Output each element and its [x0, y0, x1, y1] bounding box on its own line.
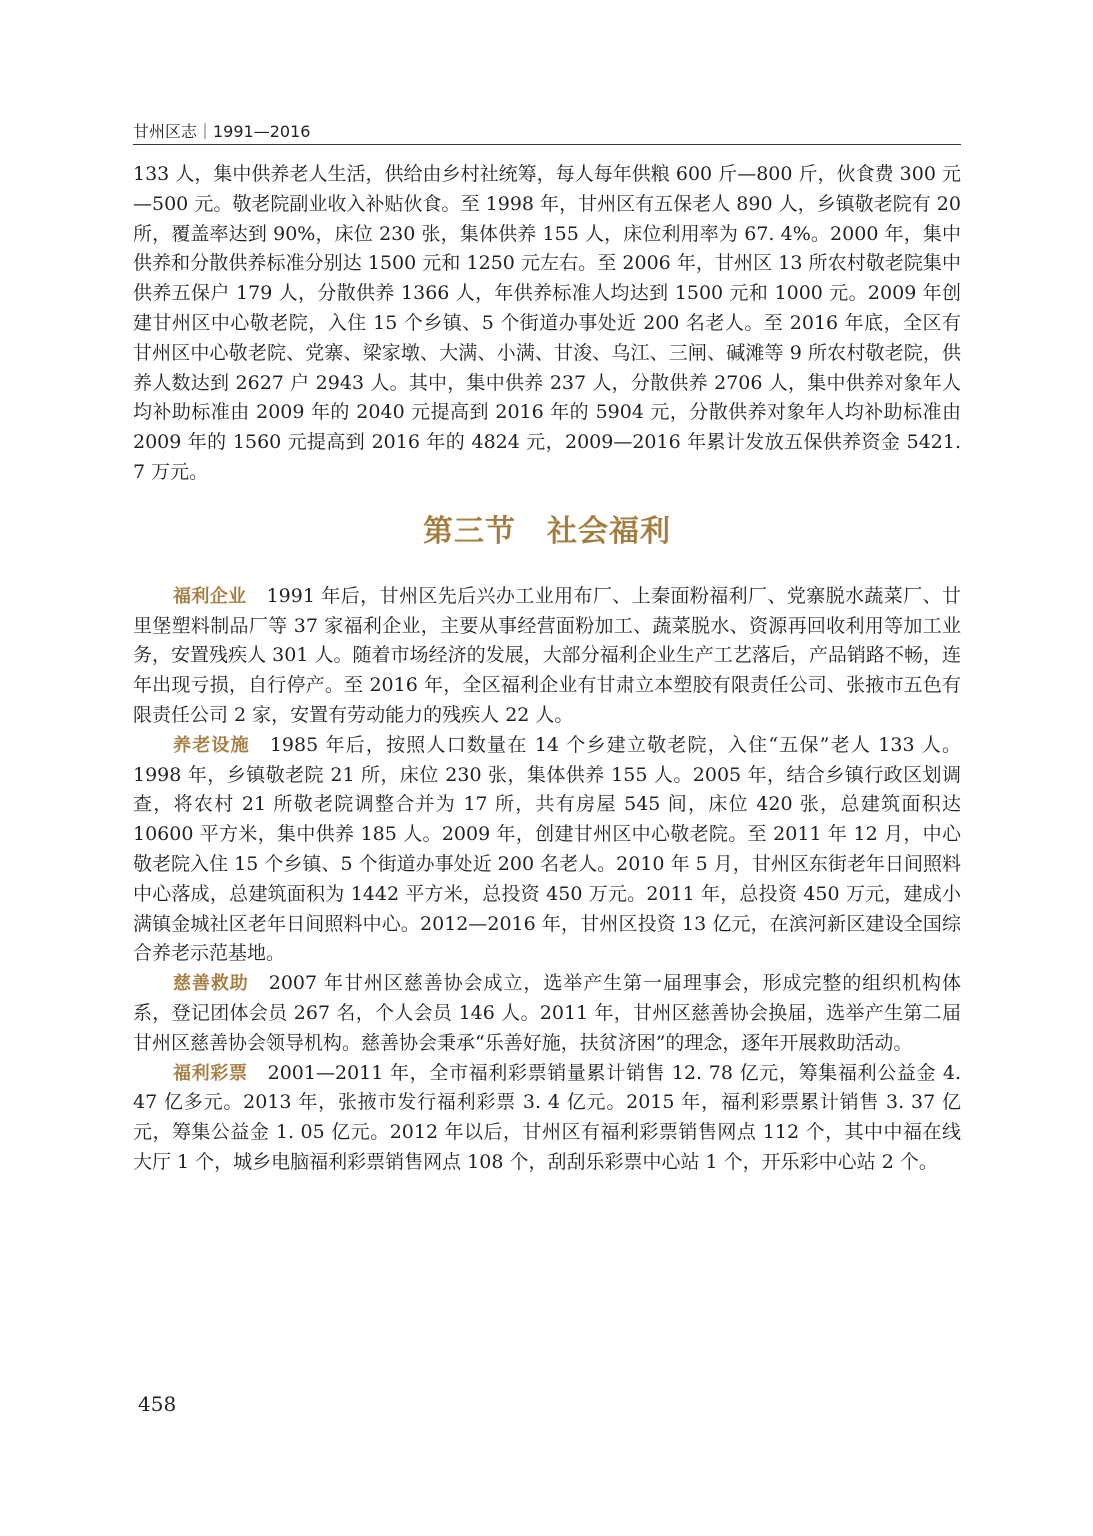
paragraph-welfare-lottery — [133, 1059, 961, 1178]
intro-paragraph: 133 人，集中供养老人生活，供给由乡村社统筹，每人每年供粮 600 斤—800 斤，伙食费 300 元—500 元。敬老院副业收入补贴伙食。至 1998 年，甘州区有五保老人 890 人，乡镇敬老院有 20 所，覆盖率达到 90%，床位 230 张，集体供养 155 人，床位利用率为 67. 4%。2000 年，集中供养和分散供养标准分别达 1500 元和 1250 元左右。至 2006 年，甘州区 13 所农村敬老院集中供养五保户 179 人，分散供养 1366 人，年供养标准人均达到 1500 元和 1000 元。2009 年创建甘州区中心敬老院，入住 15 个乡镇、5 个街道办事处近 200 名老人。至 2016 年底，全区有甘州区中心敬老院、党寨、梁家墩、大满、小满、甘浚、乌江、三闸、碱滩等 9 所农村敬老院，供养人数达到 2627 户 2943 人。其中，集中供养 237 人，分散供养 2706 人，集中供养对象年人均补助标准由 2009 年的 2040 元提高到 2016 年的 5904 元，分散供养对象年人均补助标准由 2009 年的 1560 元提高到 2016 年的 4824 元，2009—2016 年累计发放五保供养资金 5421. 7 万元。 — [133, 163, 961, 483]
paragraph-text: 1991 年后，甘州区先后兴办工业用布厂、上秦面粉福利厂、党寨脱水蔬菜厂、廿里堡塑料制品厂等 37 家福利企业，主要从事经营面粉加工、蔬菜脱水、资源再回收利用等加工业务，安置残疾人 301 人。随着市场经济的发展，大部分福利企业生产工艺落后，产品销路不畅，连年出现亏损，自行停产。至 2016 年，全区福利企业有甘肃立本塑胶有限责任公司、张掖市五色有限责任公司 2 家，安置有劳动能力的残疾人 22 人。 — [133, 584, 961, 726]
running-head: 甘州区志｜1991—2016 — [133, 122, 311, 141]
paragraph-lead: 福利企业 — [173, 585, 247, 607]
paragraph-text: 1985 年后，按照人口数量在 14 个乡建立敬老院，入住“五保”老人 133 人。1998 年，乡镇敬老院 21 所，床位 230 张，集体供养 155 人。2005 年，结合乡镇行政区划调查，将农村 21 所敬老院调整合并为 17 所，共有房屋 545 间，床位 420 张，总建筑面积达 10600 平方米，集中供养 185 人。2009 年，创建甘州区中心敬老院。至 2011 年 12 月，中心敬老院入住 15 个乡镇、5 个街道办事处近 200 名老人。2010 年 5 月，甘州区东街老年日间照料中心落成，总建筑面积为 1442 平方米，总投资 450 万元。2011 年，总投资 450 万元，建成小满镇金城社区老年日间照料中心。2012—2016 年，甘州区投资 13 亿元，在滨河新区建设全国综合养老示范基地。 — [133, 733, 962, 965]
paragraph-elderly-facilities — [133, 731, 961, 969]
page-body — [133, 160, 961, 1178]
header-rule — [133, 144, 961, 145]
paragraph-charity-aid — [133, 969, 961, 1058]
section-title: 第三节 社会福利 — [423, 513, 671, 549]
page-number: 458 — [138, 1392, 177, 1416]
paragraph-lead: 养老设施 — [173, 734, 250, 756]
paragraph-welfare-enterprise — [133, 582, 961, 731]
paragraph-lead: 慈善救助 — [173, 973, 249, 995]
paragraph-text: 2007 年甘州区慈善协会成立，选举产生第一届理事会，形成完整的组织机构体系，登记团体会员 267 名，个人会员 146 人。2011 年，甘州区慈善协会换届，选举产生第二届甘州区慈善协会领导机构。慈善协会秉承“乐善好施，扶贫济困”的理念，逐年开展救助活动。 — [133, 972, 961, 1054]
paragraph-text: 2001—2011 年，全市福利彩票销量累计销售 12. 78 亿元，筹集福利公益金 4. 47 亿多元。2013 年，张掖市发行福利彩票 3. 4 亿元。2015 年，福利彩票累计销售 3. 37 亿元，筹集公益金 1. 05 亿元。2012 年以后，甘州区有福利彩票销售网点 112 个，其中中福在线大厅 1 个，城乡电脑福利彩票销售网点 108 个，刮刮乐彩票中心站 1 个，开乐彩中心站 2 个。 — [133, 1061, 962, 1173]
paragraph-lead: 福利彩票 — [173, 1062, 248, 1084]
